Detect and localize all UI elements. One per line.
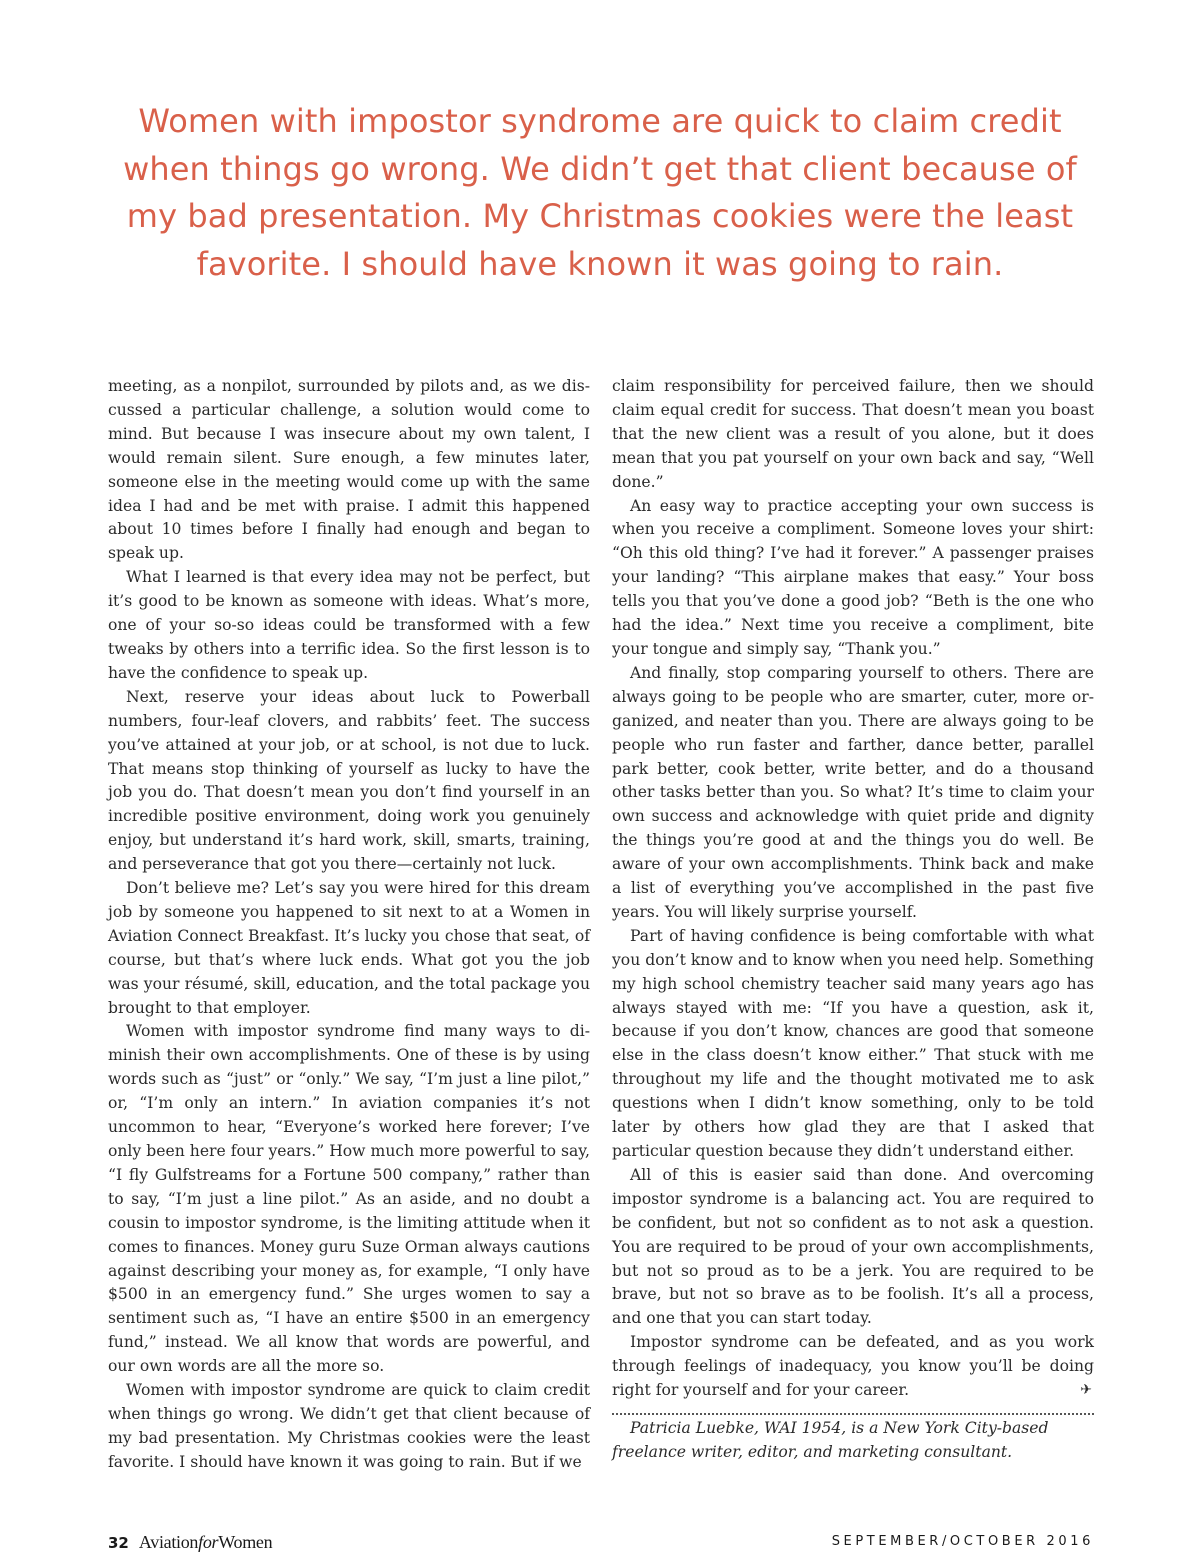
airplane-end-icon: ✈	[1080, 1382, 1092, 1399]
paragraph: meeting, as a nonpilot, surrounded by pilots and, as we discussed a particular challenge, a solution would come to mind. But because I was insecure about my own talent, I would remain silent. Sure enough, a few minutes later, someone else in the meeting would come up with the same idea I had and be met with praise. I admit this happened about 10 times before I finally had enough and began to speak up.	[108, 377, 590, 563]
paragraph-text: Impostor syndrome can be defeated, and as you work through feelings of inadequacy, you know you’ll be doing right for yourself and for your career.	[612, 1333, 1094, 1400]
issue-date: SEPTEMBER/OCTOBER 2016	[831, 1534, 1094, 1549]
article-column-right	[612, 375, 1094, 1465]
dotted-divider	[612, 1413, 1094, 1415]
author-bio: Patricia Luebke, WAI 1954, is a New York City-based freelance writer, editor, and marketing consultant.	[612, 1418, 1049, 1461]
logo-part: for	[198, 1532, 219, 1552]
article-column-left	[108, 375, 590, 1475]
page-number: 32	[108, 1534, 129, 1552]
paragraph: An easy way to practice accepting your own success is when you receive a compliment. Someone loves your shirt: “Oh this old thing? I’ve had it forever.” A passenger praises your landing? “This airplane makes that easy.” Your boss tells you that you’ve done a good job? “Beth is the one who had the idea.” Next time you receive a compliment, bite your tongue and simply say, “Thank you.”	[612, 496, 1094, 658]
footer-left	[108, 1532, 272, 1553]
last-paragraph	[612, 1331, 1094, 1403]
pull-quote: Women with impostor syndrome are quick to claim credit when things go wrong. We didn’t get that client because of my bad presentation. My Christmas cookies were the least favorite. I should have known it was going to rain.	[123, 102, 1077, 283]
paragraph: Women with impostor syndrome find many ways to diminish their own accomplishments. One of these is by using words such as “just” or “only.” We say, “I’m just a line pilot,” or, “I’m only an intern.” In aviation companies it’s not uncommon to hear, “Everyone’s worked here forever; I’ve only been here four years.” How much more powerful to say, “I fly Gulfstreams for a Fortune 500 company,” rather than to say, “I’m just a line pilot.” As an aside, and no doubt a cousin to impostor syndrome, is the limiting attitude when it comes to finances. Money guru Suze Orman always cautions against describing your money as, for example, “I only have $500 in an emergency fund.” She urges women to say a sentiment such as, “I have an entire $500 in an emergency fund,” instead. We all know that words are powerful, and our own words are all the more so.	[108, 1022, 590, 1376]
paragraph: All of this is easier said than done. And overcoming impostor syndrome is a balancing act. You are required to be confident, but not so confident as to not ask a question. You are required to be proud of your own accomplishments, but not so proud as to be a jerk. You are required to be brave, but not so brave as to be foolish. It’s all a process, and one that you can start today.	[612, 1165, 1094, 1328]
magazine-logo	[139, 1532, 272, 1553]
paragraph: claim responsibility for perceived failure, then we should claim equal credit for success. That doesn’t mean you boast that the new client was a result of you alone, but it does mean that you pat yourself on your own back and say, “Well done.”	[612, 377, 1094, 491]
paragraph: Part of having confidence is being comfortable with what you don’t know and to know when you need help. Something my high school chemistry teacher said many years ago has always stayed with me: “If you have a question, ask it, because if you don’t know, chances are good that someone else in the class doesn’t know either.” That stuck with me throughout my life and the thought motivated me to ask questions when I didn’t know something, only to be told later by others how glad they are that I asked that particular question because they didn’t understand either.	[612, 926, 1094, 1160]
paragraph: Next, reserve your ideas about luck to Powerball numbers, four-leaf clovers, and rabbits’ feet. The success you’ve attained at your job, or at school, is not due to luck. That means stop thinking of yourself as lucky to have the job you do. That doesn’t mean you don’t find yourself in an incredible positive environment, doing work you genuinely enjoy, but understand it’s hard work, skill, smarts, training, and perseverance that got you there—certainly not luck.	[108, 687, 590, 874]
logo-part: Aviation	[138, 1532, 199, 1552]
paragraph: What I learned is that every idea may not be perfect, but it’s good to be known as someone with ideas. What’s more, one of your so-so ideas could be transformed with a few tweaks by others into a terrific idea. So the first lesson is to have the confidence to speak up.	[108, 568, 590, 682]
paragraph: And finally, stop comparing yourself to others. There are always going to be people who are smarter, cuter, more organized, and neater than you. There are always going to be people who run faster and farther, dance better, parallel park better, cook better, write better, and do a thousand other tasks better than you. So what? It’s time to claim your own success and acknowledge with quiet pride and dignity the things you’re good at and the things you do well. Be aware of your own accomplishments. Think back and make a list of everything you’ve accomplished in the past five years. You will likely surprise yourself.	[612, 663, 1094, 921]
logo-part: Women	[218, 1532, 273, 1552]
paragraph: Don’t believe me? Let’s say you were hired for this dream job by someone you happened to sit next to at a Women in Aviation Connect Breakfast. It’s lucky you chose that seat, of course, but that’s where luck ends. What got you the job was your résumé, skill, education, and the total package you brought to that employer.	[108, 879, 590, 1017]
paragraph: Women with impostor syndrome are quick to claim credit when things go wrong. We didn’t get that client because of my bad presentation. My Christmas cookies were the least favorite. I should have known it was going to rain. But if we	[108, 1381, 590, 1471]
